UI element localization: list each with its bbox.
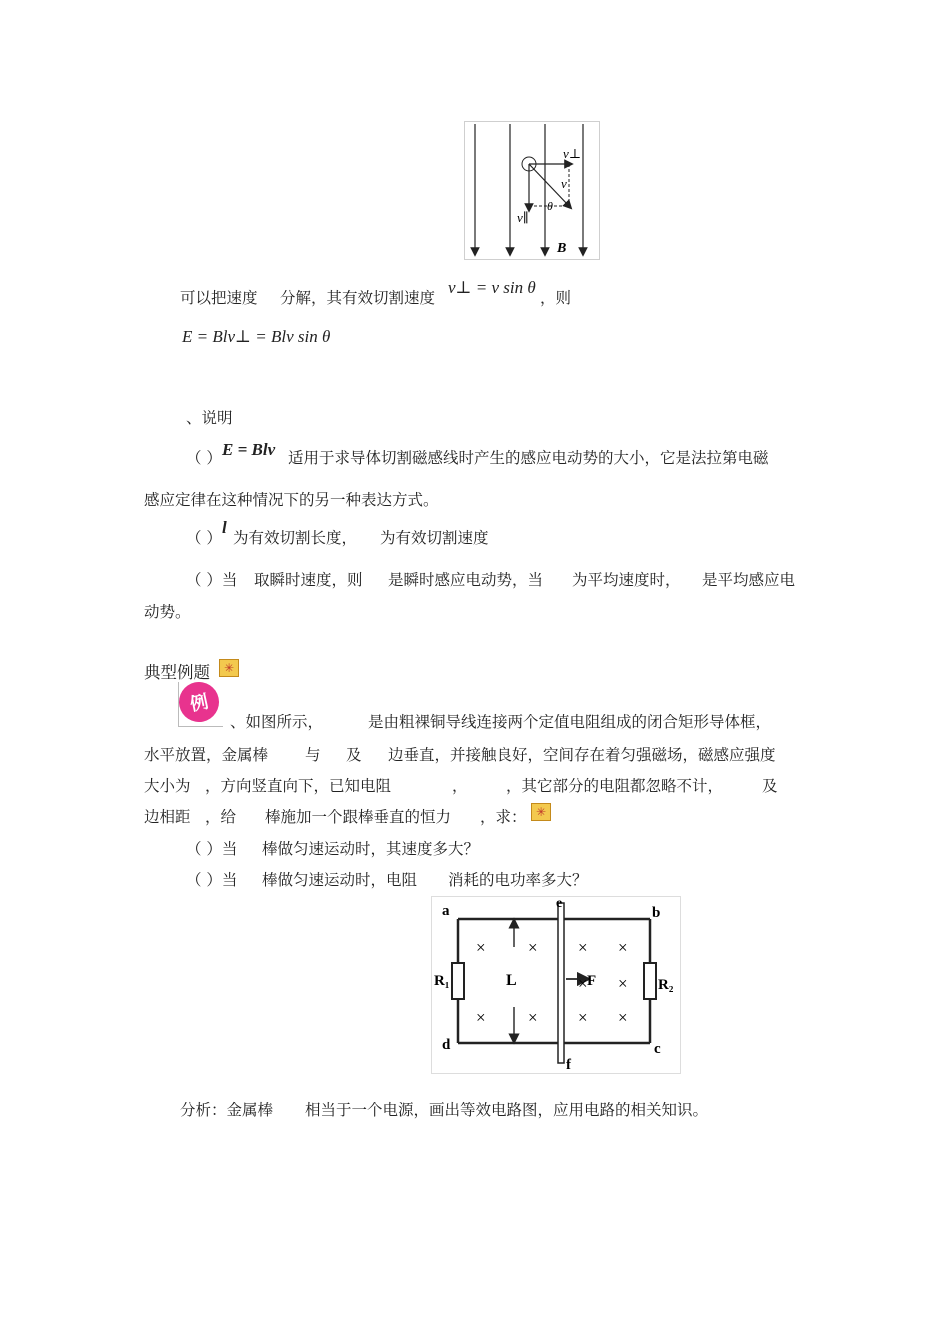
note3-text-b: 是瞬时感应电动势，当 bbox=[388, 571, 544, 589]
label-b: b bbox=[652, 905, 661, 921]
circuit-diagram-svg bbox=[432, 897, 680, 1073]
note1-text: 适用于求导体切割磁感线时产生的感应电动势的大小，它是法拉第电磁 bbox=[288, 449, 769, 467]
question1-b: 棒做匀速运动时，其速度多大？ bbox=[262, 840, 480, 858]
analysis-b: 相当于一个电源，画出等效电路图，应用电路的相关知识。 bbox=[305, 1101, 709, 1119]
example-line2-c: 及 bbox=[346, 746, 362, 764]
example-line2-b: 与 bbox=[305, 746, 321, 764]
field-cross: × bbox=[476, 1008, 486, 1027]
example-line3-d: ，其它部分的电阻都忽略不计， bbox=[506, 777, 724, 795]
example-badge bbox=[178, 682, 223, 727]
example-line1-b: 是由粗裸铜导线连接两个定值电阻组成的闭合矩形导体框， bbox=[368, 713, 772, 731]
note2-text-b: 为有效切割速度 bbox=[380, 529, 489, 547]
resistor-r1 bbox=[452, 963, 464, 999]
field-cross: × bbox=[476, 938, 486, 957]
example-line3-a: 大小为 bbox=[144, 777, 191, 795]
fig1-label-v: v bbox=[561, 176, 567, 191]
label-f: f bbox=[566, 1057, 571, 1073]
example-line4-c: 棒施加一个跟棒垂直的恒力 bbox=[265, 808, 452, 826]
example-line2-a: 水平放置，金属棒 bbox=[144, 746, 269, 764]
note3-prefix: （ ）当 bbox=[186, 571, 238, 589]
field-cross: × bbox=[618, 938, 628, 957]
example-line4-a: 边相距 bbox=[144, 808, 191, 826]
field-cross: × bbox=[528, 1008, 538, 1027]
note3-text-d: 是平均感应电 bbox=[702, 571, 796, 589]
analysis-a: 分析：金属棒 bbox=[180, 1101, 274, 1119]
example-badge-circle: 例 bbox=[175, 678, 222, 725]
label-e: e bbox=[556, 897, 563, 911]
field-cross: × bbox=[578, 1008, 588, 1027]
circuit-diagram bbox=[431, 896, 681, 1074]
formula-vperp: v⊥ = v sin θ bbox=[448, 278, 536, 297]
note3-text-c: 为平均速度时， bbox=[572, 571, 681, 589]
question2-b: 棒做匀速运动时，电阻 bbox=[262, 871, 418, 889]
section-title: 典型例题 bbox=[144, 663, 210, 682]
question2-a: （ ）当 bbox=[186, 871, 238, 889]
fig1-label-theta: θ bbox=[547, 199, 553, 213]
field-diagram-svg bbox=[465, 122, 599, 259]
label-F: F bbox=[587, 973, 597, 989]
resource-icon-2[interactable]: ✳ bbox=[531, 803, 551, 821]
field-cross: × bbox=[528, 938, 538, 957]
text-then: ，则 bbox=[540, 289, 572, 307]
text-velocity-decompose-a: 可以把速度 bbox=[180, 289, 258, 307]
text-velocity-decompose-b: 分解，其有效切割速度 bbox=[280, 289, 436, 307]
note-heading: 、说明 bbox=[186, 409, 233, 427]
example-line1-a: 、如图所示， bbox=[230, 713, 324, 731]
field-cross: × bbox=[578, 974, 588, 993]
note3-cont: 动势。 bbox=[144, 603, 191, 621]
label-R1: R₁ bbox=[434, 973, 450, 989]
field-diagram bbox=[464, 121, 600, 260]
label-a: a bbox=[442, 903, 450, 919]
example-line4-d: ，求： bbox=[480, 808, 527, 826]
formula-emf: E = Blv⊥ = Blv sin θ bbox=[182, 327, 331, 346]
label-R2: R₂ bbox=[658, 977, 674, 993]
field-cross: × bbox=[618, 1008, 628, 1027]
label-c: c bbox=[654, 1041, 661, 1057]
fig1-label-B: B bbox=[557, 241, 567, 256]
note3-text-a: 取瞬时速度，则 bbox=[254, 571, 363, 589]
resistor-r2 bbox=[644, 963, 656, 999]
resource-icon[interactable]: ✳ bbox=[219, 659, 239, 677]
example-line4-b: ，给 bbox=[205, 808, 237, 826]
rod-ef bbox=[558, 903, 564, 1063]
note1-formula: E = Blv bbox=[222, 440, 276, 459]
example-line2-d: 边垂直，并接触良好，空间存在着匀强磁场，磁感应强度 bbox=[388, 746, 776, 764]
example-line3-c: ， bbox=[452, 777, 468, 795]
note1-prefix: （ ） bbox=[186, 449, 222, 467]
fig1-label-vperp: v⊥ bbox=[563, 146, 581, 161]
label-d: d bbox=[442, 1037, 451, 1053]
field-cross: × bbox=[578, 938, 588, 957]
label-L: L bbox=[506, 972, 517, 989]
question1-a: （ ）当 bbox=[186, 840, 238, 858]
fig1-label-vpar: v∥ bbox=[517, 210, 529, 225]
note2-prefix: （ ） bbox=[186, 529, 222, 547]
note2-text-a: 为有效切割长度， bbox=[233, 529, 358, 547]
field-cross: × bbox=[618, 974, 628, 993]
example-line3-e: 及 bbox=[762, 777, 778, 795]
question2-c: 消耗的电功率多大？ bbox=[448, 871, 588, 889]
note2-symbol: l bbox=[222, 518, 227, 537]
example-line3-b: ，方向竖直向下，已知电阻 bbox=[205, 777, 392, 795]
note1-cont: 感应定律在这种情况下的另一种表达方式。 bbox=[144, 491, 439, 509]
